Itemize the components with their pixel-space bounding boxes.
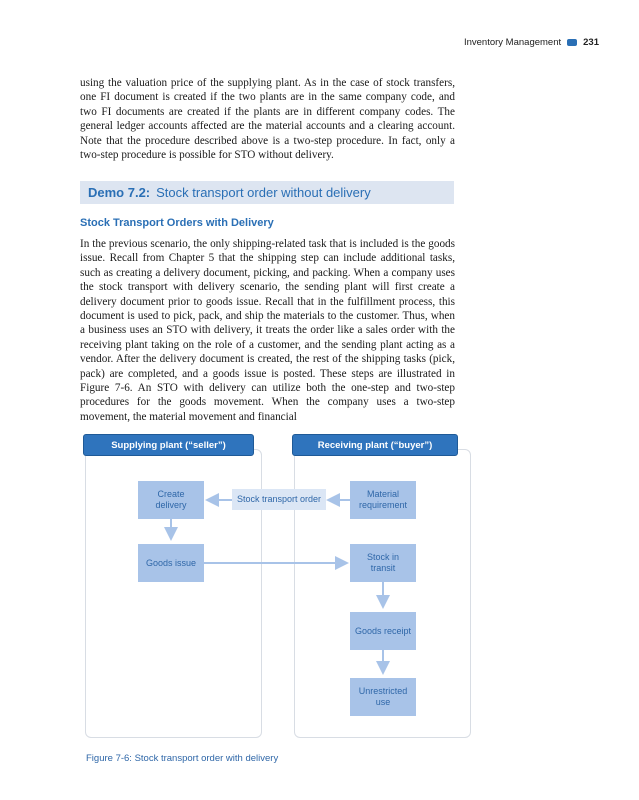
goods-receipt-box: Goods receipt	[350, 612, 416, 650]
supplying-plant-header: Supplying plant (“seller”)	[83, 434, 254, 456]
material-requirement-box: Material requirement	[350, 481, 416, 519]
demo-label: Demo 7.2:	[88, 185, 151, 200]
goods-issue-box: Goods issue	[138, 544, 204, 582]
demo-title: Stock transport order without delivery	[156, 185, 371, 200]
body-paragraph-1: using the valuation price of the supplying plant. As in the case of stock transfers, one FI document is created if the two plants are in the same company code, and two FI documents are created if the plants are in different company codes. The general ledger accounts affected are the material accounts and a clearing account. Note that the procedure described above is a two-step procedure. In fact, only a two-step procedure is possible for STO without delivery.	[80, 77, 455, 162]
stock-in-transit-box: Stock in transit	[350, 544, 416, 582]
receiving-plant-header: Receiving plant (“buyer”)	[292, 434, 458, 456]
create-delivery-box: Create delivery	[138, 481, 204, 519]
page-number: 231	[583, 37, 599, 48]
figure-caption: Figure 7-6: Stock transport order with delivery	[86, 753, 279, 764]
section-subheading: Stock Transport Orders with Delivery	[80, 217, 274, 229]
body-paragraph-2: In the previous scenario, the only shipping-related task that is included is the goods issue. Recall from Chapter 5 that the shipping step can include additional tasks, such as creating a delivery document, picking, and packing. When a company uses the stock transport with delivery scenario, the sending plant will first create a delivery document prior to goods issue. Recall that in the fulfillment process, this document is used to pick, pack, and ship the materials to the customer. Thus, when a business uses an STO with delivery, it treats the order like a sales order with the receiving plant taking on the role of a customer, and the sending plant acting as a vendor. After the delivery document is created, the rest of the shipping tasks (pick, pack) are completed, and a goods issue is posted. These steps are illustrated in Figure 7-6. An STO with delivery can utilize both the one-step and two-step procedures for the goods movement. When the company uses a two-step movement, the material movement and financial	[80, 238, 455, 423]
stock-transport-order-box: Stock transport order	[232, 489, 326, 510]
unrestricted-use-box: Unrestricted use	[350, 678, 416, 716]
section-title: Inventory Management	[463, 37, 562, 48]
